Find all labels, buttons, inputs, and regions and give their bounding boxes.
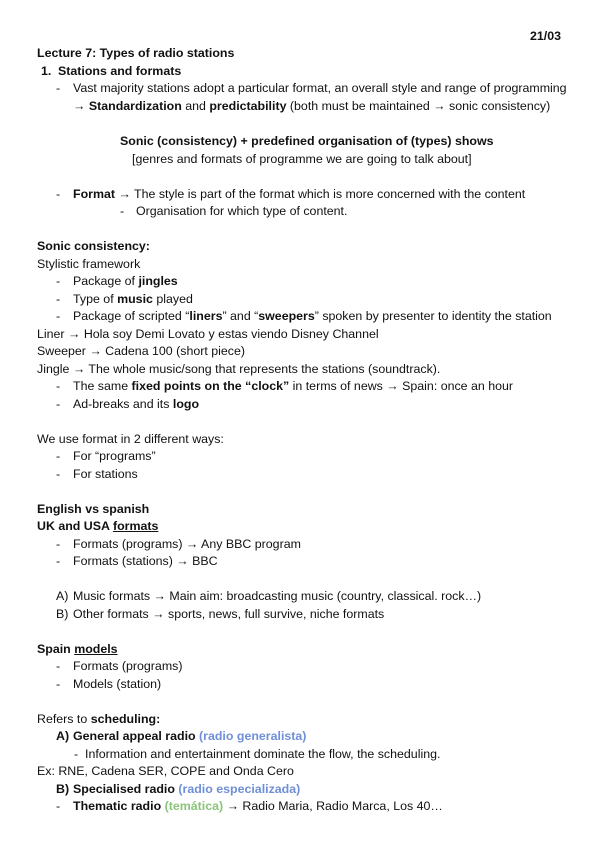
item-pre: Type of (73, 292, 118, 306)
models-underlined: models (74, 642, 118, 656)
item-bold: logo (172, 397, 200, 411)
item-bold: jingles (138, 274, 178, 288)
dash: - (56, 677, 61, 691)
section-heading: Stations and formats (58, 64, 182, 78)
item-post: in terms of news → Spain: once an hour (289, 379, 514, 393)
dash: - (120, 204, 125, 218)
uk-item: Formats (programs) → Any BBC program (73, 537, 301, 551)
maintained-text: (both must be maintained → sonic consistency) (286, 99, 551, 113)
lettered-letter: B) (56, 607, 69, 621)
dash: - (56, 537, 61, 551)
sonic-organisation-line: Sonic (consistency) + predefined organisation of (types) shows (120, 134, 494, 148)
format-bullet: Vast majority stations adopt a particular format, an overall style and range of programming (73, 81, 567, 95)
dash: - (56, 659, 61, 673)
liners-word: liners (189, 309, 223, 323)
scheduling-pre: Refers to (37, 712, 91, 726)
format-subitem: Organisation for which type of content. (136, 204, 348, 218)
liner-example: Liner → Hola soy Demi Lovato y estas viendo Disney Channel (37, 327, 379, 341)
thematic-item (73, 798, 443, 815)
way-item: For “programs” (73, 449, 156, 463)
standardization-word: Standardization (88, 99, 182, 113)
general-appeal-item (73, 728, 306, 745)
spain-pre: Spain (37, 642, 75, 656)
thematic-post: → Radio Maria, Radio Marca, Los 40… (223, 799, 443, 813)
general-appeal-sub: Information and entertainment dominate the flow, the scheduling. (85, 747, 441, 761)
dash: - (56, 467, 61, 481)
general-appeal-bold: General appeal radio (73, 729, 196, 743)
dash: - (56, 554, 61, 568)
item-bold: music (117, 292, 153, 306)
format-label: Format (73, 187, 115, 201)
item-pre: Package of scripted “ (73, 309, 190, 323)
date: 21/03 (530, 29, 562, 43)
item-pre: Package of (73, 274, 139, 288)
item-post: played (152, 292, 193, 306)
uk-usa-heading (37, 518, 158, 535)
lettered-text: Music formats → Main aim: broadcasting music (country, classical. rock…) (73, 589, 482, 603)
specialised-item (73, 781, 300, 798)
specialised-bold: Specialised radio (73, 782, 175, 796)
lettered-text: Other formats → sports, news, full survive, niche formats (73, 607, 385, 621)
section-number: 1. (41, 64, 52, 78)
formats-underlined: formats (112, 519, 159, 533)
lettered-letter: A) (56, 729, 70, 743)
examples-line: Ex: RNE, Cadena SER, COPE and Onda Cero (37, 764, 294, 778)
format-text: → The style is part of the format which is more concerned with the content (115, 187, 526, 201)
jingles-item (73, 273, 178, 290)
dash: - (56, 81, 61, 95)
ad-breaks-item (73, 396, 199, 413)
thematic-bold: Thematic radio (73, 799, 162, 813)
dash: - (74, 747, 79, 761)
uk-pre: UK and USA (37, 519, 113, 533)
dash: - (56, 449, 61, 463)
item-pre: The same (73, 379, 132, 393)
standardization-line (73, 98, 550, 115)
jingle-example: Jingle → The whole music/song that represents the stations (soundtrack). (37, 362, 441, 376)
lecture-title: Lecture 7: Types of radio stations (37, 46, 235, 60)
music-item (73, 291, 193, 308)
spain-heading (37, 641, 118, 658)
item-post: ” spoken by presenter to identity the station (314, 309, 552, 323)
stylistic-framework: Stylistic framework (37, 257, 141, 271)
english-heading: English vs spanish (37, 502, 150, 516)
genres-note: [genres and formats of programme we are going to talk about] (132, 152, 472, 166)
dash: - (56, 292, 61, 306)
item-pre: Ad-breaks and its (73, 397, 173, 411)
arrow: → (73, 99, 86, 113)
item-mid: ” and “ (222, 309, 259, 323)
predictability-word: predictability (209, 99, 287, 113)
specialised-spanish: (radio especializada) (174, 782, 301, 796)
uk-item: Formats (stations) → BBC (73, 554, 218, 568)
sonic-heading: Sonic consistency: (37, 239, 150, 253)
dash: - (56, 799, 61, 813)
lettered-letter: A) (56, 589, 69, 603)
dash: - (56, 397, 61, 411)
general-appeal-spanish: (radio generalista) (195, 729, 307, 743)
dash: - (56, 274, 61, 288)
scheduling-line (37, 711, 160, 728)
sweeper-example: Sweeper → Cadena 100 (short piece) (37, 344, 246, 358)
spain-item: Formats (programs) (73, 659, 183, 673)
sweepers-word: sweepers (258, 309, 315, 323)
scheduling-bold: scheduling: (90, 712, 161, 726)
thematic-spanish: (temática) (161, 799, 224, 813)
ways-intro: We use format in 2 different ways: (37, 432, 224, 446)
fixed-points-item (73, 378, 513, 395)
dash: - (56, 187, 61, 201)
spain-item: Models (station) (73, 677, 162, 691)
scripted-item (73, 308, 552, 325)
lettered-letter: B) (56, 782, 70, 796)
and-text: and (181, 99, 210, 113)
dash: - (56, 309, 61, 323)
way-item: For stations (73, 467, 138, 481)
item-bold: fixed points on the “clock” (131, 379, 290, 393)
dash: - (56, 379, 61, 393)
format-definition (73, 186, 525, 203)
